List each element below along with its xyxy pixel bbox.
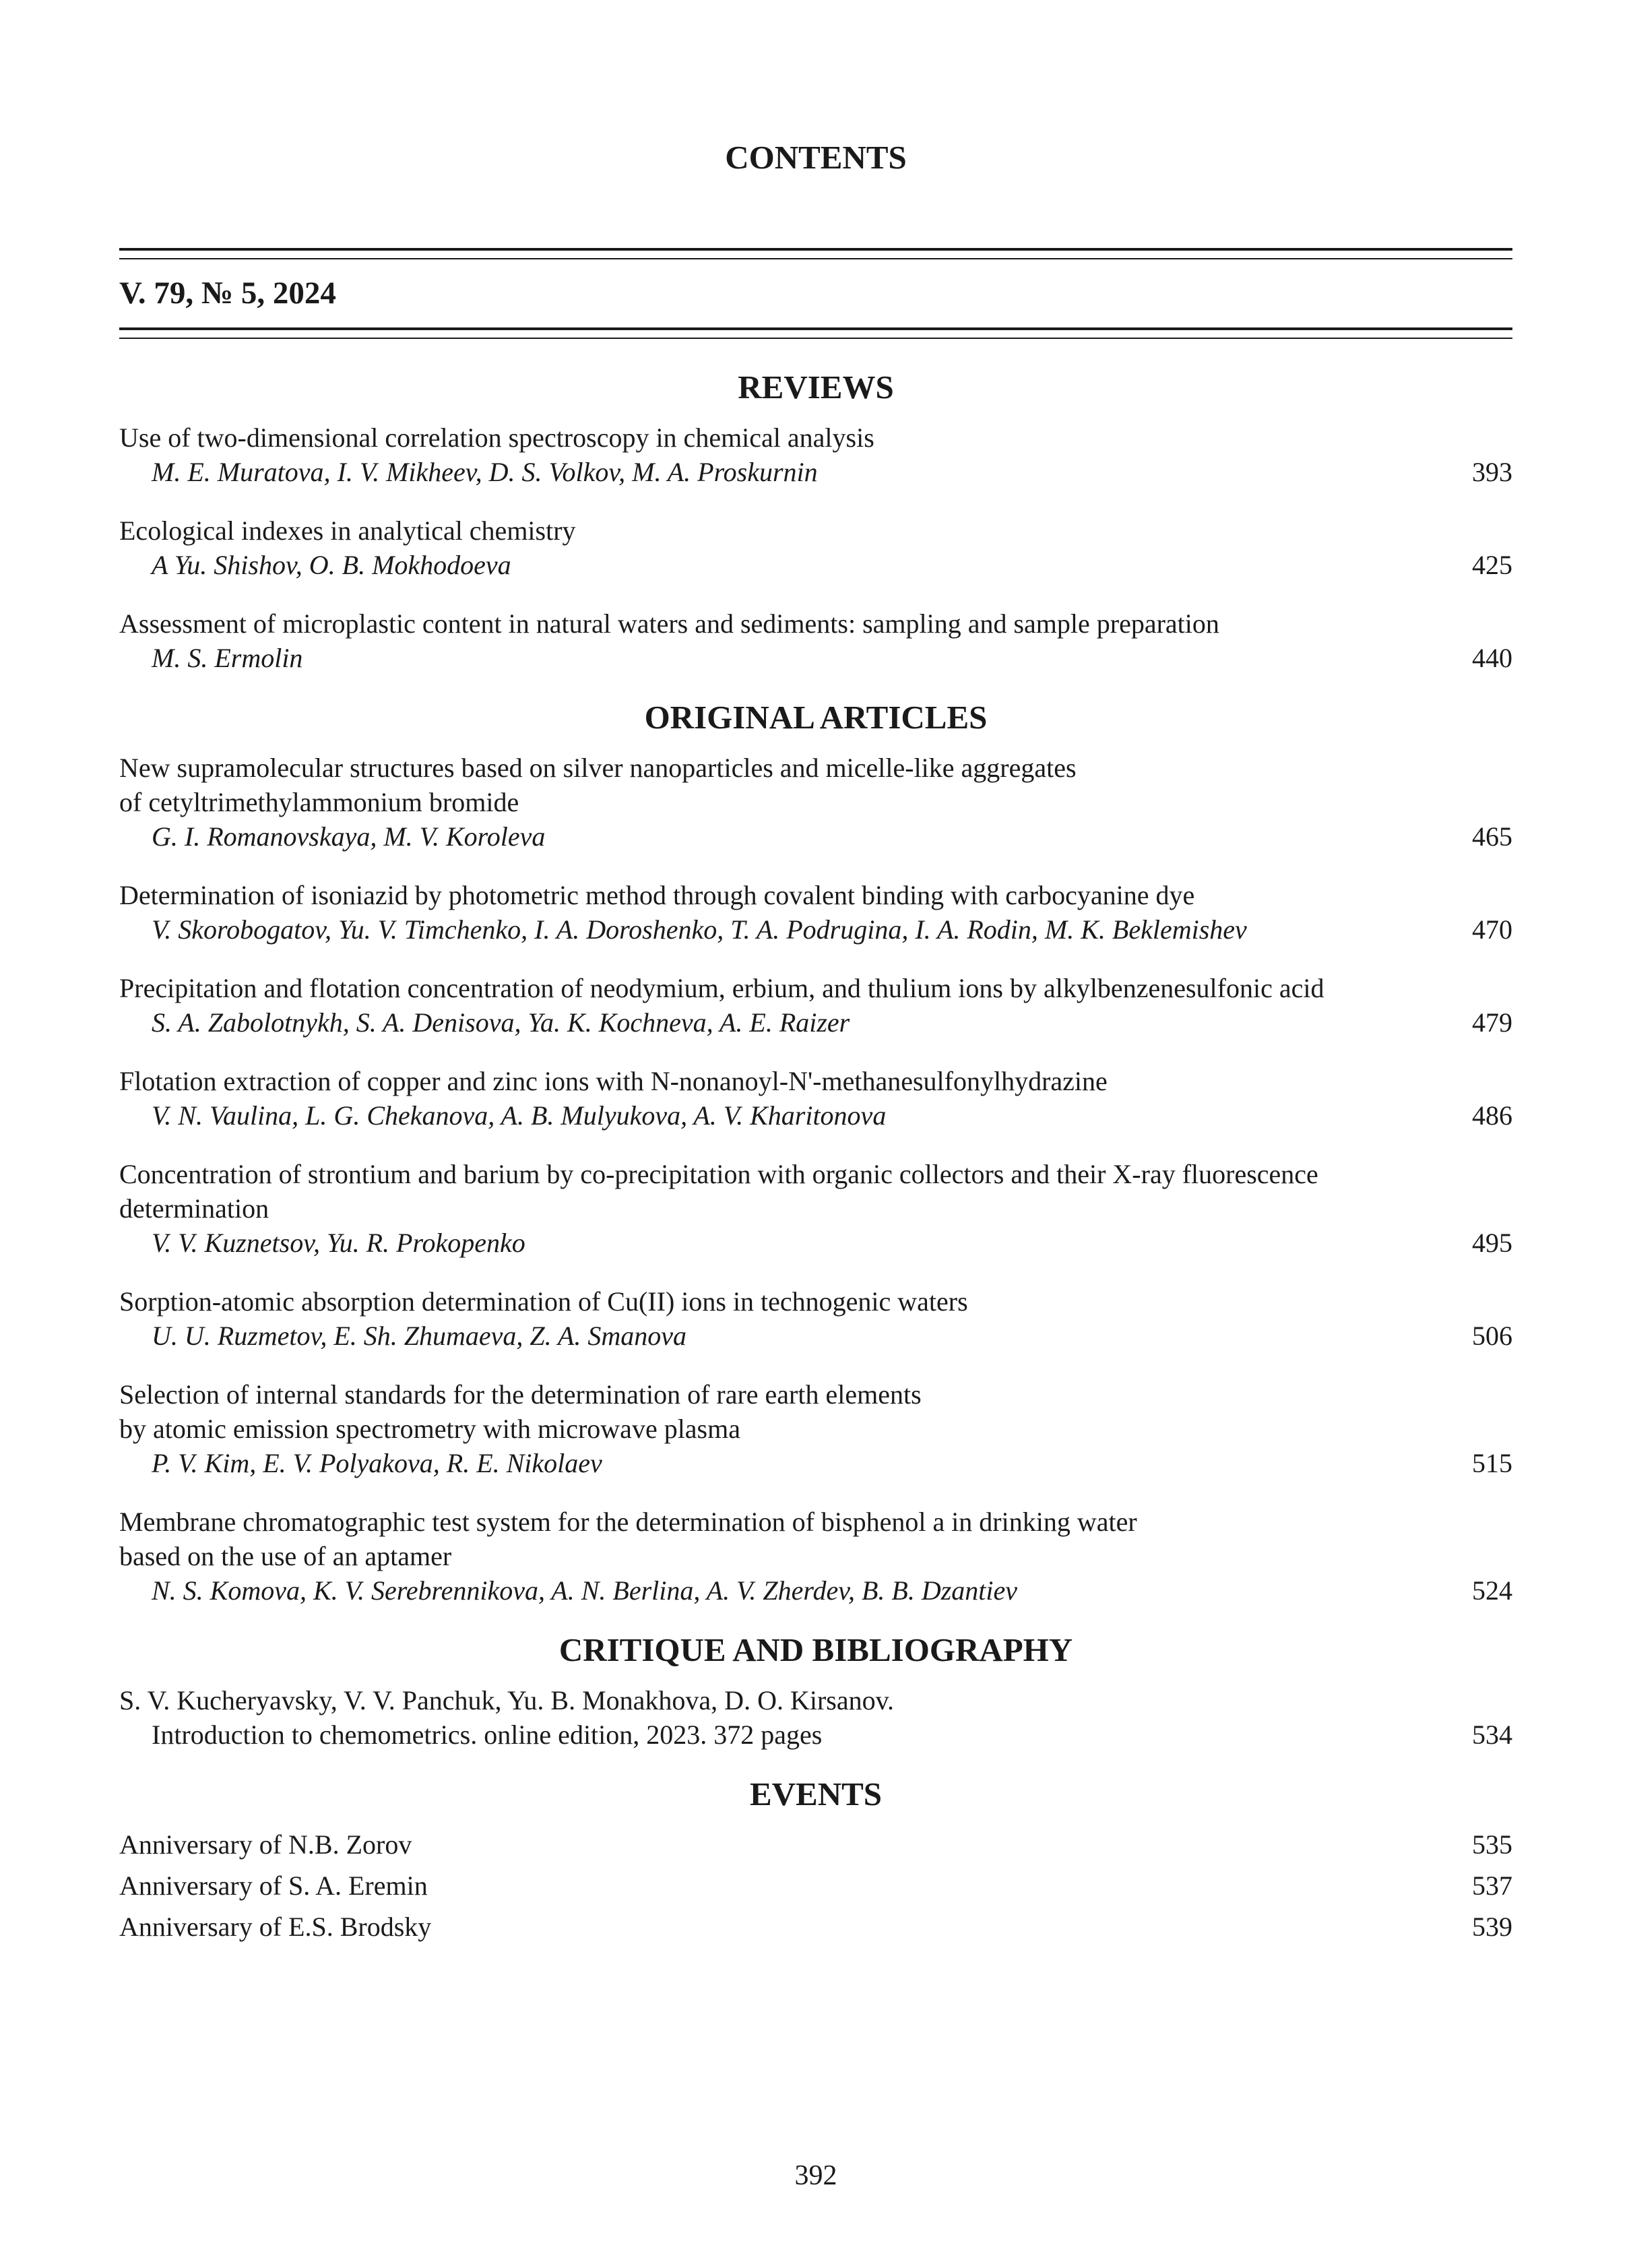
entry-title-line: Selection of internal standards for the determination of rare earth elements [119, 1379, 922, 1410]
toc-entry[interactable] [119, 513, 1512, 582]
footer-page-number: 392 [794, 2160, 837, 2191]
critique-entry-title: Introduction to chemometrics. online edition, 2023. 372 pages [152, 1719, 823, 1750]
entry-authors: A Yu. Shishov, O. B. Mokhodoeva [152, 549, 511, 580]
entry-authors-line [119, 548, 1512, 582]
entry-title-line: Use of two-dimensional correlation spectroscopy in chemical analysis [119, 422, 874, 453]
article-sections [119, 369, 1512, 1608]
entry-authors: U. U. Ruzmetov, E. Sh. Zhumaeva, Z. A. Smanova [152, 1320, 686, 1351]
event-item[interactable] [119, 1910, 1512, 1944]
toc-entry[interactable] [119, 1064, 1512, 1133]
entry-title-line: determination [119, 1193, 269, 1224]
entry-authors-line [119, 1226, 1512, 1260]
section-title-events: EVENTS [749, 1775, 883, 1813]
page-number: 515 [1472, 1447, 1512, 1478]
entry-authors: M. S. Ermolin [152, 642, 303, 673]
entry-title-line: Assessment of microplastic content in natural waters and sediments: sampling and sample preparation [119, 608, 1219, 639]
entry-authors-line [119, 1573, 1512, 1608]
events-section [119, 1776, 1512, 1944]
entry-authors-line [119, 1319, 1512, 1353]
event-item[interactable] [119, 1868, 1512, 1903]
section-title: REVIEWS [738, 369, 894, 406]
entry-title-line: by atomic emission spectrometry with microwave plasma [119, 1413, 740, 1444]
critique-entry[interactable] [119, 1683, 1512, 1752]
volume-issue: V. 79, № 5, 2024 [119, 276, 336, 311]
entry-authors-line [119, 912, 1512, 947]
event-label: Anniversary of N.B. Zorov [119, 1829, 412, 1860]
entry-authors-line [119, 455, 1512, 489]
entry-authors-line [119, 819, 1512, 854]
toc-entry[interactable] [119, 606, 1512, 675]
page-number: 539 [1472, 1911, 1512, 1942]
page-number: 465 [1472, 821, 1512, 852]
critique-section [119, 1632, 1512, 1752]
critique-entry-line [119, 1718, 1512, 1752]
toc-entry[interactable] [119, 420, 1512, 489]
toc-entry[interactable] [119, 971, 1512, 1040]
page-number: 425 [1472, 549, 1512, 580]
page-number: 524 [1472, 1575, 1512, 1606]
page-number: 470 [1472, 914, 1512, 945]
entry-title-line: Precipitation and flotation concentration of neodymium, erbium, and thulium ions by alkylbenzenesulfonic acid [119, 972, 1324, 1003]
page-number: 486 [1472, 1100, 1512, 1131]
entry-authors-line [119, 1005, 1512, 1040]
toc-entry[interactable] [119, 1157, 1512, 1260]
entry-title-line: of cetyltrimethylammonium bromide [119, 786, 519, 817]
entry-title-line: New supramolecular structures based on silver nanoparticles and micelle-like aggregates [119, 752, 1077, 783]
entry-title-line: Determination of isoniazid by photometric method through covalent binding with carbocyanine dye [119, 879, 1195, 910]
entry-authors-line [119, 1098, 1512, 1133]
contents-sections [119, 369, 1512, 1951]
entry-title-line: Flotation extraction of copper and zinc ions with N-nonanoyl-N'-methanesulfonylhydrazine [119, 1065, 1108, 1096]
page-number: 393 [1472, 456, 1512, 487]
entry-authors: V. V. Kuznetsov, Yu. R. Prokopenko [152, 1227, 525, 1258]
event-label: Anniversary of S. A. Eremin [119, 1870, 428, 1901]
toc-entry[interactable] [119, 751, 1512, 854]
toc-entry[interactable] [119, 878, 1512, 947]
page-number: 534 [1472, 1719, 1512, 1750]
entry-authors: V. N. Vaulina, L. G. Chekanova, A. B. Mulyukova, A. V. Kharitonova [152, 1100, 887, 1131]
entry-authors: V. Skorobogatov, Yu. V. Timchenko, I. A. Doroshenko, T. A. Podrugina, I. A. Rodin, M. K. Beklemishev [152, 914, 1247, 945]
entry-authors: M. E. Muratova, I. V. Mikheev, D. S. Volkov, M. A. Proskurnin [152, 456, 818, 487]
top-double-rule [119, 248, 1512, 259]
events-list [119, 1827, 1512, 1944]
entry-authors-line [119, 641, 1512, 675]
critique-entry-authors: S. V. Kucheryavsky, V. V. Panchuk, Yu. B. Monakhova, D. O. Kirsanov. [119, 1684, 894, 1715]
toc-entry[interactable] [119, 1284, 1512, 1353]
entry-title-line: Membrane chromatographic test system for the determination of bisphenol a in drinking water [119, 1506, 1137, 1537]
entry-title-line: Concentration of strontium and barium by co-precipitation with organic collectors and their X-ray fluorescence [119, 1158, 1318, 1189]
section-title-critique: CRITIQUE AND BIBLIOGRAPHY [558, 1631, 1073, 1668]
entry-title-line: Ecological indexes in analytical chemistry [119, 515, 576, 546]
section-title: ORIGINAL ARTICLES [644, 698, 988, 736]
entry-authors: P. V. Kim, E. V. Polyakova, R. E. Nikolaev [152, 1447, 602, 1478]
section-1 [119, 699, 1512, 1608]
event-item[interactable] [119, 1827, 1512, 1862]
page-number: 495 [1472, 1227, 1512, 1258]
page-title: CONTENTS [725, 139, 907, 176]
entry-authors: G. I. Romanovskaya, M. V. Koroleva [152, 821, 546, 852]
page-number: 537 [1472, 1870, 1512, 1901]
entry-authors-line [119, 1446, 1512, 1480]
entry-authors: N. S. Komova, K. V. Serebrennikova, A. N. Berlina, A. V. Zherdev, B. B. Dzantiev [152, 1575, 1018, 1606]
event-label: Anniversary of E.S. Brodsky [119, 1911, 432, 1942]
page-number: 535 [1472, 1829, 1512, 1860]
bottom-double-rule [119, 327, 1512, 339]
toc-entry[interactable] [119, 1505, 1512, 1608]
toc-entry[interactable] [119, 1377, 1512, 1480]
page-number: 506 [1472, 1320, 1512, 1351]
page-number: 440 [1472, 642, 1512, 673]
entry-authors: S. A. Zabolotnykh, S. A. Denisova, Ya. K. Kochneva, A. E. Raizer [152, 1007, 850, 1038]
section-0 [119, 369, 1512, 675]
page-number: 479 [1472, 1007, 1512, 1038]
contents-page [119, 0, 1512, 2268]
entry-title-line: Sorption-atomic absorption determination of Cu(II) ions in technogenic waters [119, 1286, 968, 1317]
entry-title-line: based on the use of an aptamer [119, 1540, 452, 1571]
